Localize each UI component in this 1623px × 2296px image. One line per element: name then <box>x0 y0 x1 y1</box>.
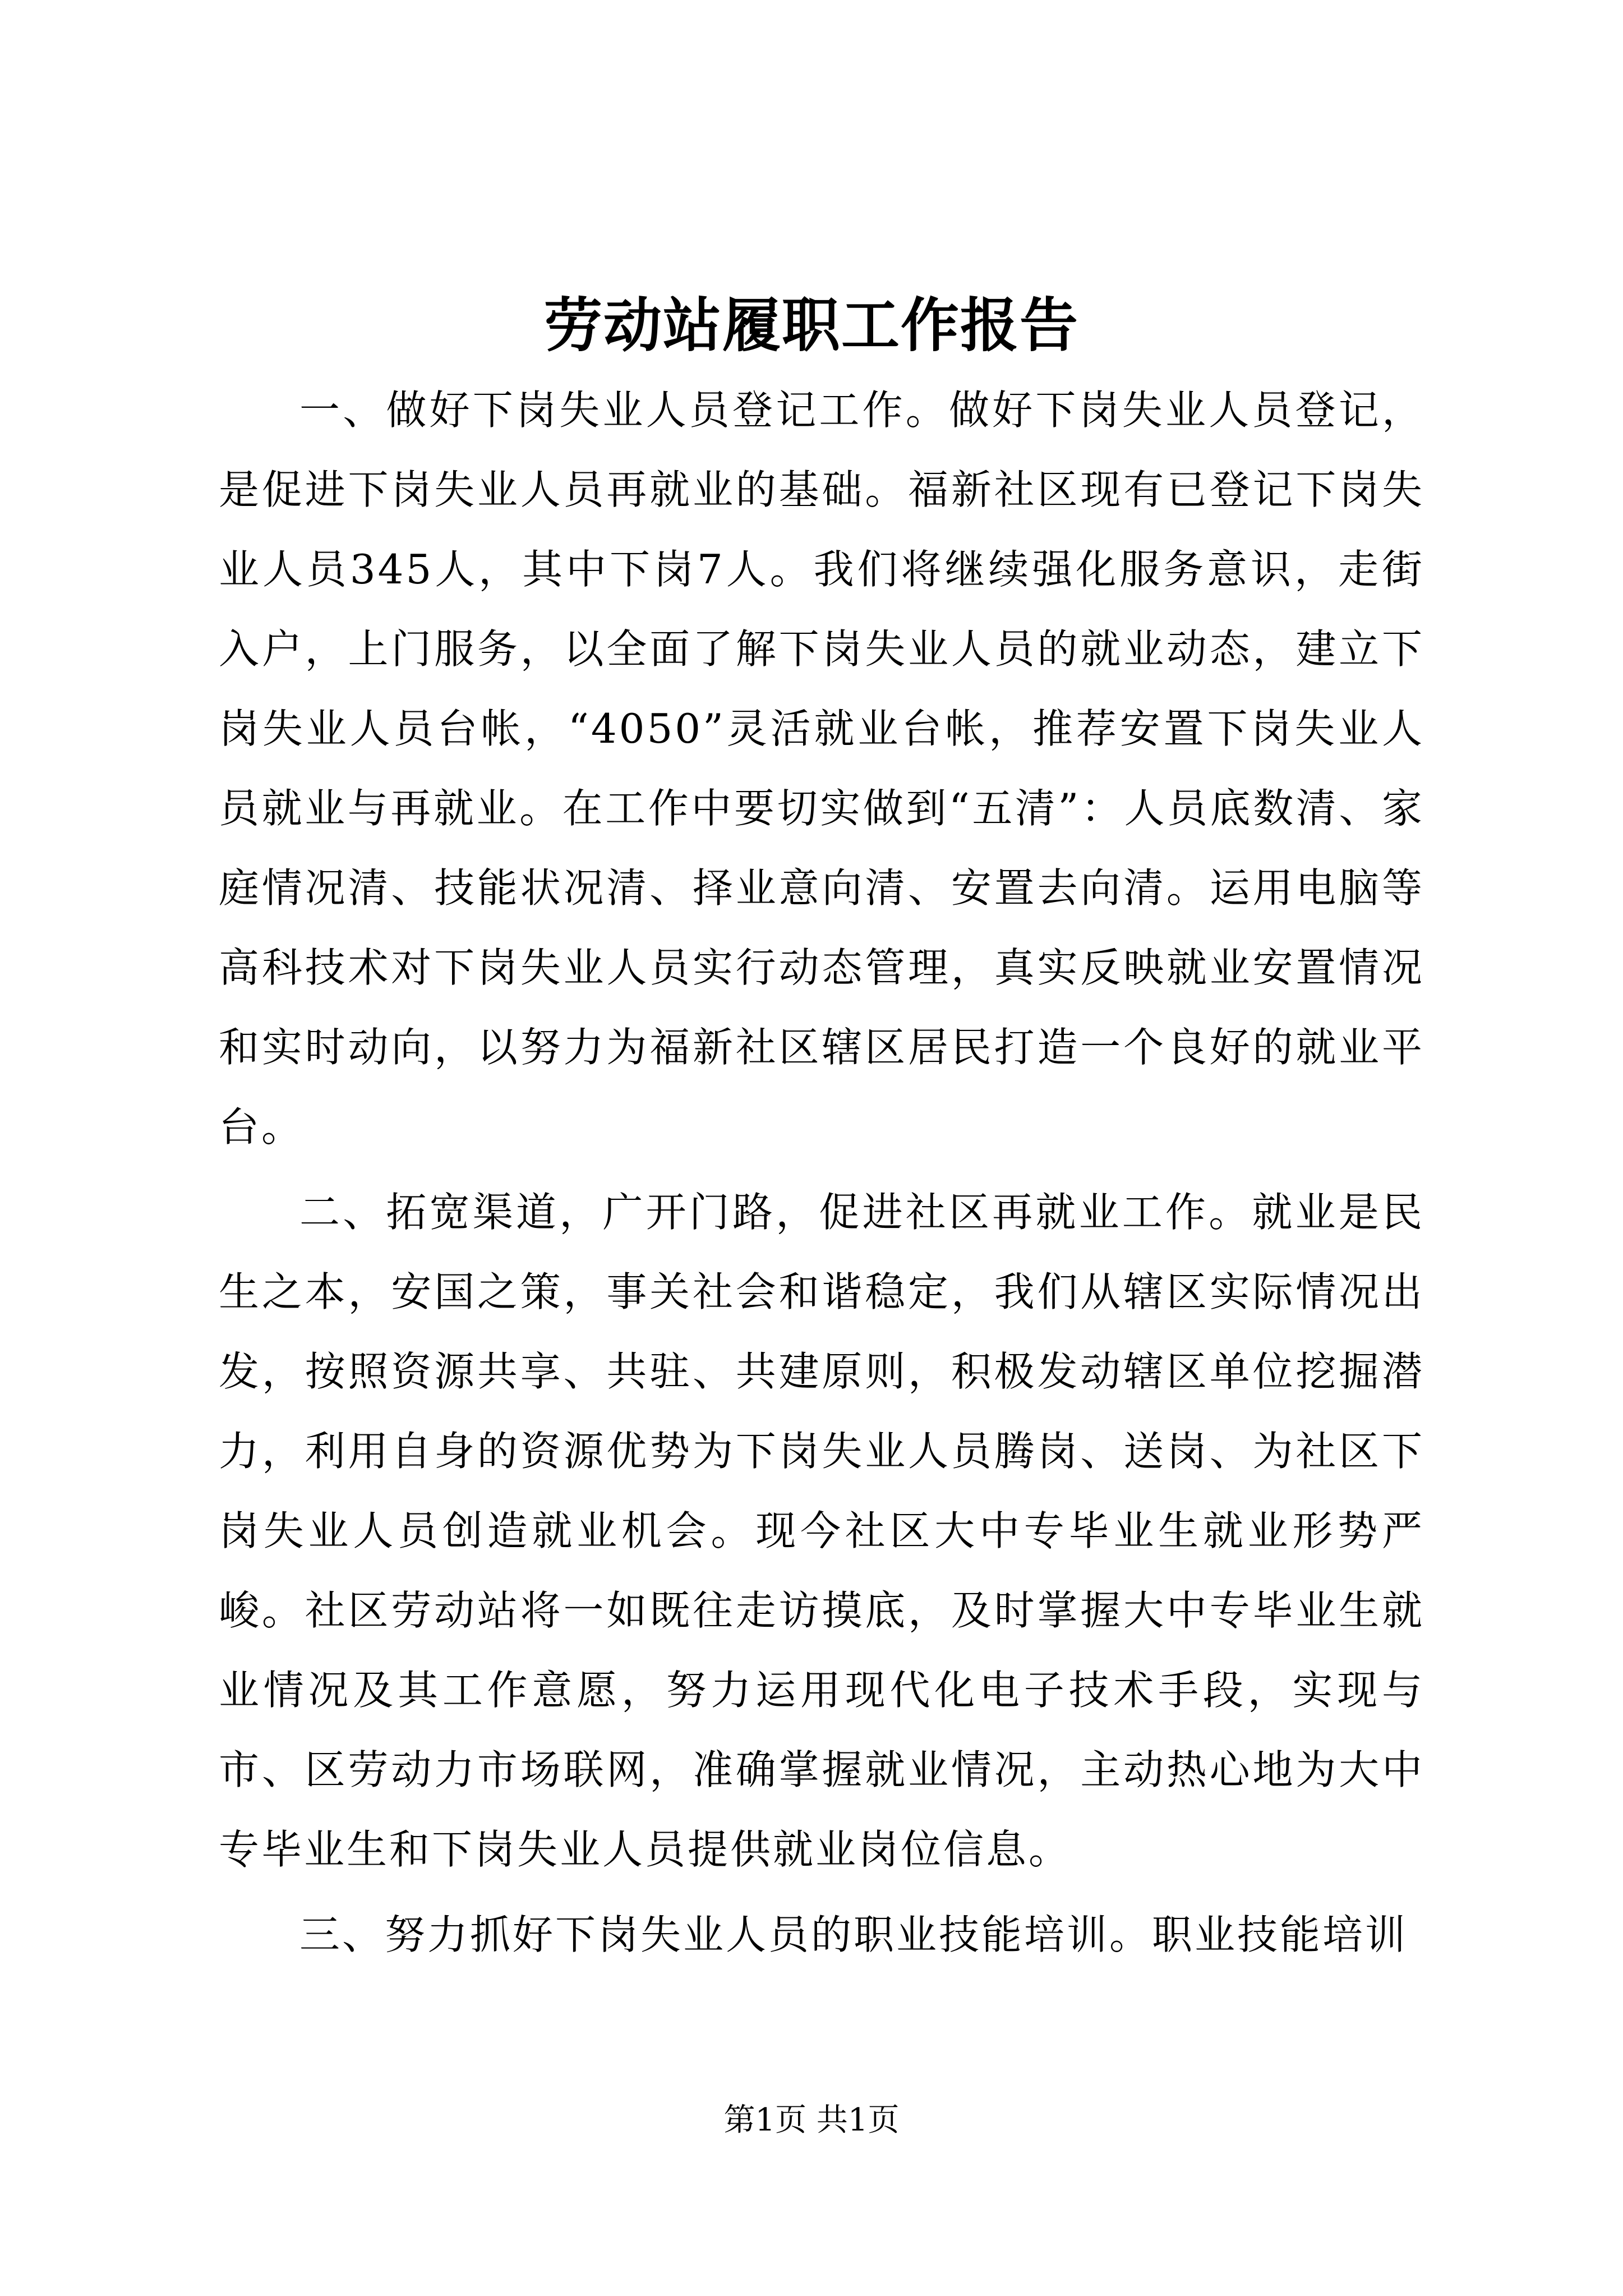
document-body <box>219 370 1424 1975</box>
page-footer <box>0 2098 1623 2143</box>
page-number-label: 第1页 共1页 <box>723 2102 900 2138</box>
paragraph-2: 二、拓宽渠道，广开门路，促进社区再就业工作。就业是民生之本，安国之策，事关社会和谐稳定，我们从辖区实际情况出发，按照资源共享、共驻、共建原则，积极发动辖区单位挖掘潜力，利用自身的资源优势为下岗失业人员腾岗、送岗、为社区下岗失业人员创造就业机会。现今社区大中专毕业生就业形势严峻。社区劳动站将一如既往走访摸底，及时掌握大中专毕业生就业情况及其工作意愿，努力运用现代化电子技术手段，实现与市、区劳动力市场联网，准确掌握就业情况，主动热心地为大中专毕业生和下岗失业人员提供就业岗位信息。 <box>219 1189 1424 1873</box>
paragraph-1: 一、做好下岗失业人员登记工作。做好下岗失业人员登记，是促进下岗失业人员再就业的基础。福新社区现有已登记下岗失业人员345人，其中下岗7人。我们将继续强化服务意识，走街入户，上门服务，以全面了解下岗失业人员的就业动态，建立下岗失业人员台帐，“4050”灵活就业台帐，推荐安置下岗失业人员就业与再就业。在工作中要切实做到“五清”：人员底数清、家庭情况清、技能状况清、择业意向清、安置去向清。运用电脑等高科技术对下岗失业人员实行动态管理，真实反映就业安置情况和实时动向，以努力为福新社区辖区居民打造一个良好的就业平台。 <box>219 386 1424 1151</box>
document-title: 劳动站履职工作报告 <box>543 291 1079 360</box>
paragraph-3: 三、努力抓好下岗失业人员的职业技能培训。职业技能培训 <box>299 1911 1408 1958</box>
